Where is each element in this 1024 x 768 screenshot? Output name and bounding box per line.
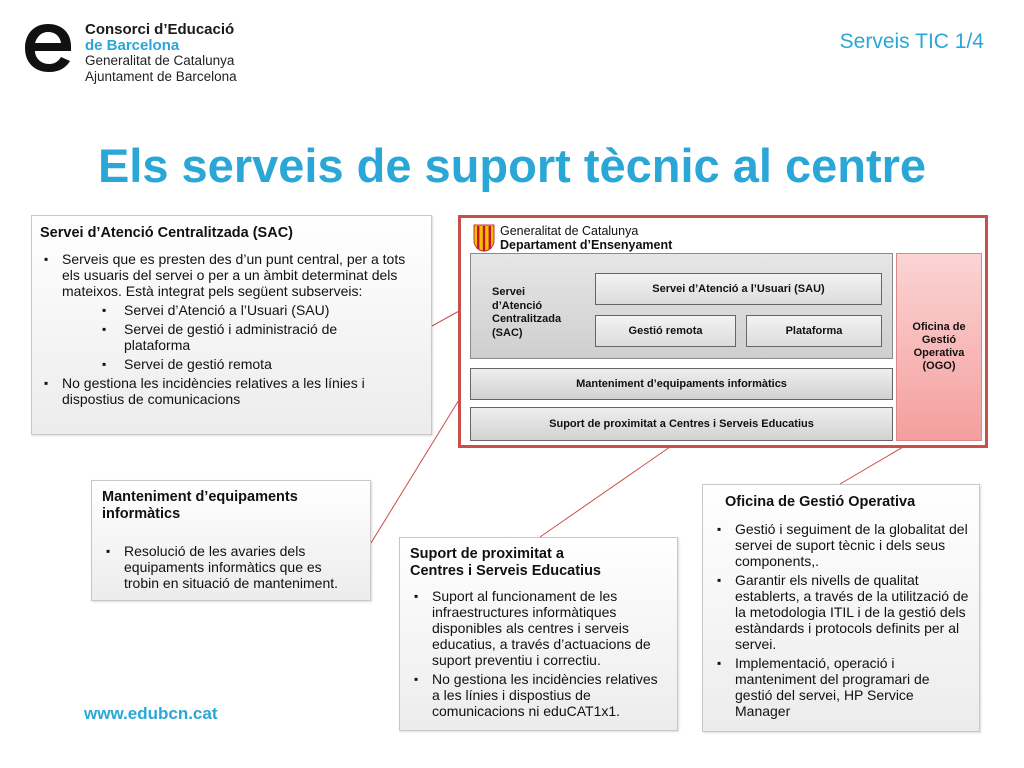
slide-tag: Serveis TIC 1/4 <box>839 30 984 53</box>
suport-block: Suport de proximitat a Centres i Serveis Educatius <box>470 407 893 441</box>
suport-item: ▪ Suport al funcionament de les infraestructures informàtiques disponibles als centres i serveis educatius, a través d’actuacions de suport preventiu i correctiu. <box>410 588 667 668</box>
sac-subitem: ▪ Servei de gestió remota <box>40 356 421 372</box>
ogo-callout <box>702 484 980 732</box>
generalitat-line-1: Generalitat de Catalunya <box>500 224 639 238</box>
sac-block-label: Servei d’Atenció Centralitzada (SAC) <box>492 286 562 339</box>
suport-heading <box>410 546 667 580</box>
plataforma-block: Plataforma <box>746 315 882 347</box>
manteniment-list <box>102 543 360 591</box>
page-title: Els serveis de suport tècnic al centre <box>97 139 927 192</box>
website-link[interactable]: www.edubcn.cat <box>84 704 218 723</box>
generalitat-line-2: Departament d’Ensenyament <box>500 237 673 252</box>
manteniment-item: ▪ Resolució de les avaries dels equipaments informàtics que es trobin en situació de manteniment. <box>102 543 360 591</box>
sac-list <box>40 251 421 407</box>
manteniment-heading: Manteniment d’equipaments informàtics <box>102 489 298 522</box>
org-line-2: de Barcelona <box>85 36 180 54</box>
generalitat-emblem-icon <box>473 224 495 252</box>
sau-block: Servei d’Atenció a l’Usuari (SAU) <box>595 273 882 305</box>
sac-subitem: ▪ Servei d’Atenció a l’Usuari (SAU) <box>40 302 421 318</box>
ogo-list <box>713 521 969 719</box>
generalitat-label <box>500 225 672 252</box>
ogo-block <box>896 253 982 441</box>
ogo-heading: Oficina de Gestió Operativa <box>725 494 916 510</box>
organization-name <box>85 22 237 84</box>
org-line-1: Consorci d’Educació <box>85 21 235 38</box>
ogo-item: ▪ Gestió i seguiment de la globalitat del servei de suport tècnic i dels seus components,. <box>713 521 969 569</box>
org-line-3: Generalitat de Catalunya <box>85 53 235 68</box>
manteniment-block: Manteniment d’equipaments informàtics <box>470 368 893 400</box>
ogo-item: ▪ Implementació, operació i manteniment del programari de gestió del servei, HP Service Manager <box>713 655 969 719</box>
suport-callout <box>399 537 678 731</box>
manteniment-callout <box>91 480 371 601</box>
services-diagram <box>458 215 988 448</box>
suport-list <box>410 588 667 719</box>
sac-item: ▪ No gestiona les incidències relatives a les línies i dispostius de comunicacions <box>40 375 421 407</box>
sac-subitem: ▪ Servei de gestió i administració de plataforma <box>40 321 421 353</box>
connector-suport <box>540 440 680 537</box>
suport-item: ▪ No gestiona les incidències relatives a les línies i dispostius de comunicacions ni eduCAT1x1. <box>410 671 667 719</box>
org-line-4: Ajuntament de Barcelona <box>85 68 237 84</box>
ogo-item: ▪ Garantir els nivells de qualitat establerts, a través de la utilització de la metodologia ITIL i de la gestió dels estàndards i protocols definits per al servei. <box>713 572 969 652</box>
consorci-logo-icon <box>22 20 74 76</box>
ogo-block-label: Oficina de Gestió Operativa (OGO) <box>912 321 966 372</box>
suport-heading-line-2: Centres i Serveis Educatius <box>410 563 601 579</box>
sac-block <box>470 253 893 359</box>
sac-callout <box>31 215 432 435</box>
sac-heading: Servei d’Atenció Centralitzada (SAC) <box>40 225 293 241</box>
sac-item: ▪ Serveis que es presten des d’un punt central, per a tots els usuaris del servei o per a un àmbit determinat dels mateixos. Està integrat pels següent subserveis: <box>40 251 421 299</box>
suport-heading-line-1: Suport de proximitat a <box>410 546 564 562</box>
gestio-remota-block: Gestió remota <box>595 315 736 347</box>
